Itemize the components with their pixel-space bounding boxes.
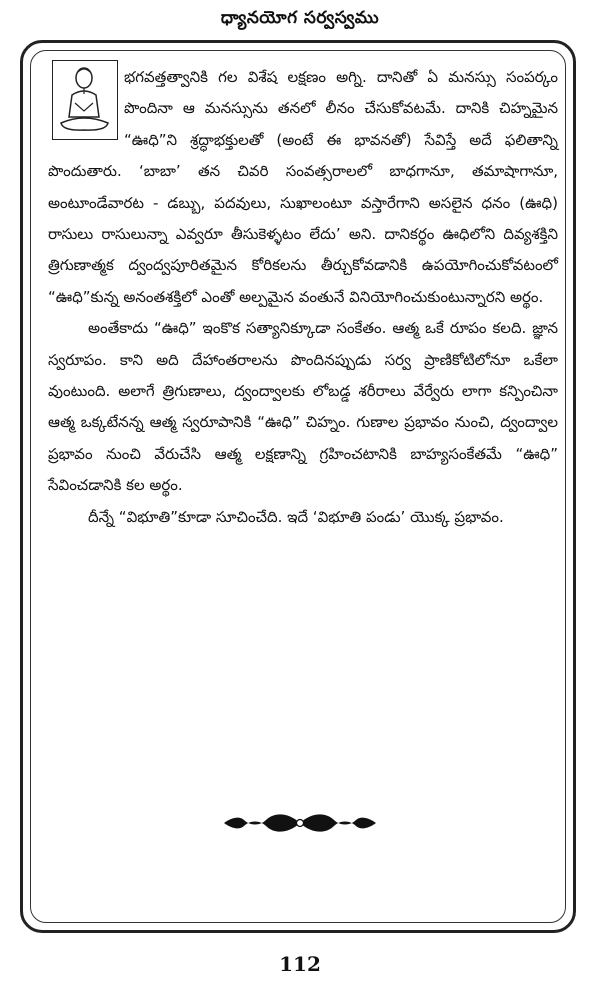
paragraph-2: అంతేకాదు “ఊధి” ఇంకొక సత్యానిక్కూడా సంకేతం. ఆత్మ ఒకే రూపం కలది. జ్ఞాన స్వరూపం. కాని అది దేహాంతరాలను పొందినప్పుడు సర్వ ప్రాణికోటిలోనూ ఒకేలా వుంటుంది. అలాగే త్రిగుణాలు, ద్వంద్వాలకు లోబడ్డ శరీరాలు వేర్వేరు లాగా కన్పించినా ఆత్మ ఒక్కటేనన్న ఆత్మ స్వరూపానికి “ఊధి” చిహ్నం. గుణాల ప్రభావం నుంచి, ద్వంద్వాల ప్రభావం నుంచి వేరుచేసి ఆత్మ లక్షణాన్ని గ్రహించటానికి బాహ్యసంకేతమే “ఊధి” సేవించడానికి కల అర్థం.	[48, 319, 558, 495]
page-number: 112	[279, 952, 321, 976]
running-title: ధ్యానయోగ సర్వస్వము	[220, 8, 380, 28]
body-text	[48, 62, 558, 533]
paragraph-3: దీన్నే “విభూతి”కూడా సూచించేది. ఇదే ‘విభూతి పండు’ యొక్క ప్రభావం.	[88, 507, 504, 526]
decorative-ornament	[210, 808, 390, 838]
paragraph-1: భగవత్తత్వానికి గల విశేష లక్షణం అగ్ని. దానితో ఏ మనస్సు సంపర్కం పొందినా ఆ మనస్సును తనలో లీనం చేసుకోవటమే. దానికి చిహ్నమైన “ఊధి”ని శ్రద్ధాభక్తులతో (అంటే ఈ భావనతో) సేవిస్తే అదే ఫలితాన్ని పొందుతారు. ‘బాబా’ తన చివరి సంవత్సరాలలో బాధగానూ, తమాషాగానూ, అంటూండేవారట - డబ్బు, పదవులు, సుఖాలంటూ వస్తారేగాని అసలైన ధనం (ఊధి) రాసులు రాసులున్నా ఎవ్వరూ తీసుకెళ్ళటం లేదు’ అని. దానికర్థం ఊధిలోని దివ్యశక్తిని త్రిగుణాత్మక ద్వంద్వపూరితమైన కోరికలను తీర్చుకోవడానికి ఉపయోగించుకోవటంలో “ఊధి”కున్న అనంతశక్తిలో ఎంతో అల్పమైన వంతునే వినియోగించుకుంటున్నారని అర్థం.	[48, 68, 558, 306]
